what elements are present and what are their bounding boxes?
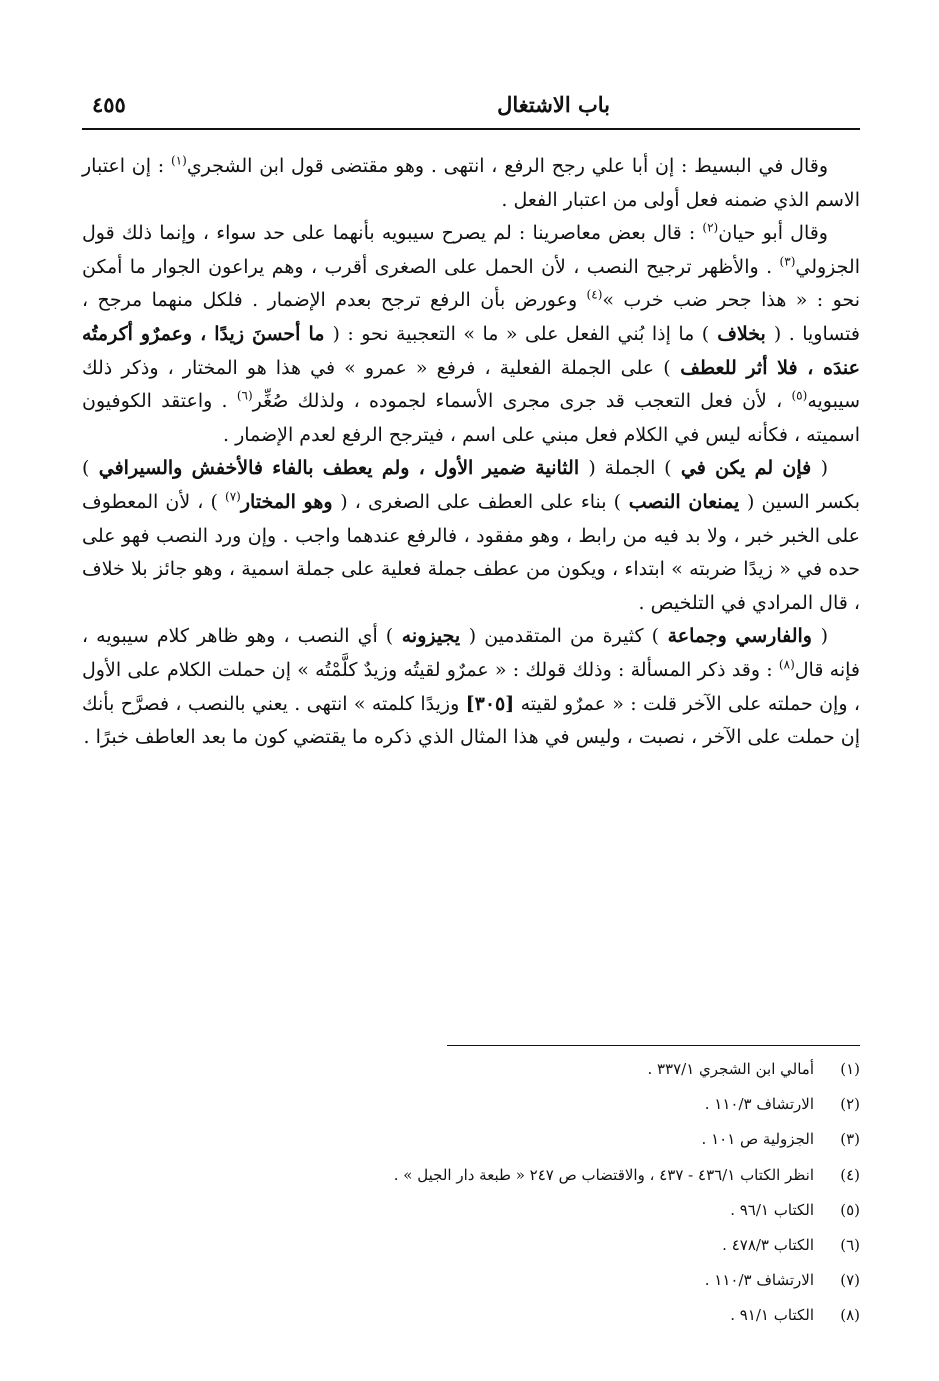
page-header	[82, 88, 860, 130]
matn-text: والفارسي وجماعة	[659, 625, 821, 648]
footnote-number: (٤)	[840, 1165, 860, 1184]
footnote-text: الكتاب ٩٦/١ .	[730, 1200, 814, 1219]
text-run: ) بكسر السين (	[82, 457, 860, 513]
matn-text: وهو المختار	[240, 490, 341, 513]
footnote-ref: (٣)	[779, 254, 796, 269]
footnote-text: الارتشاف ١١٠/٣ .	[704, 1271, 814, 1290]
text-run: وعورض بأن الرفع ترجح بعدم الإضمار . فلكل منهما مرجح ، فتساويا . (	[82, 289, 860, 345]
footnote-number: (٣)	[840, 1130, 860, 1149]
matn-text: ما أحسنَ زيدًا ، وعمرٌو أكرمتُه عندَه ، فلا أثر للعطف	[82, 322, 860, 379]
text-run: . واعتقد الكوفيون اسميته ، فكأنه ليس في الكلام فعل مبني على اسم ، فيترجح الرفع لعدم الإضمار .	[82, 390, 860, 446]
page-number: ٤٥٥	[92, 92, 126, 117]
paragraph-1	[82, 150, 860, 217]
footnote-ref: (٥)	[791, 388, 808, 403]
footnote-ref: (٧)	[225, 489, 241, 504]
text-run: : وقد ذكر المسألة : وذلك قولك : « عمرٌو لقيتُه وزيدٌ كلَّمْتُه » إن حملت الكلام على الأول ، وإن حملته على الآخر قلت : « عمرٌو لقيته	[82, 658, 860, 715]
text-run: ) بناء على العطف على الصغرى ، (	[340, 490, 622, 513]
running-title: باب الاشتغال	[497, 92, 610, 117]
footnote-ref: (٤)	[586, 288, 603, 303]
footnote-item	[160, 1122, 860, 1157]
footnote-item	[160, 1193, 860, 1228]
text-run: ) ما إذا بُني الفعل على « ما » التعجبية نحو : (	[332, 322, 710, 345]
paragraph-2	[82, 217, 860, 452]
footnote-number: (٢)	[840, 1095, 860, 1114]
footnote-ref: (٦)	[236, 388, 253, 403]
matn-text: يجيزونه	[393, 625, 469, 648]
footnote-number: (٦)	[840, 1235, 860, 1254]
text-run: : إن اعتبار الاسم الذي ضمنه فعل أولى من اعتبار الفعل .	[82, 155, 860, 211]
footnote-text: الكتاب ٩١/١ .	[730, 1306, 814, 1325]
paragraph-3	[82, 452, 860, 620]
footnote-item	[160, 1052, 860, 1087]
footnote-number: (١)	[840, 1060, 860, 1078]
matn-text: الثانية ضمير الأول ، ولم يعطف بالفاء فالأخفش والسيرافي	[89, 457, 589, 480]
footnote-text: الجزولية ص ١٠١ .	[701, 1130, 814, 1149]
text-run: ) الجملة (	[588, 457, 672, 480]
footnote-number: (٥)	[840, 1200, 860, 1219]
text-run: (	[820, 457, 829, 480]
footnote-ref: (٢)	[702, 220, 719, 235]
text-run: ، لأن فعل التعجب قد جرى مجرى الأسماء لجموده ، ولذلك صُغِّر	[252, 390, 792, 413]
footnote-item	[160, 1263, 860, 1298]
footnotes	[160, 1052, 860, 1334]
footnote-item	[160, 1087, 860, 1122]
footnote-number: (٨)	[840, 1306, 860, 1325]
footnote-text: الارتشاف ١١٠/٣ .	[704, 1095, 814, 1114]
footnote-ref: (٨)	[778, 657, 795, 672]
footnote-text: أمالي ابن الشجري ٣٣٧/١ .	[647, 1060, 814, 1078]
main-text	[82, 150, 860, 755]
text-run: وقال أبو حيان	[718, 222, 828, 245]
footnote-separator	[447, 1045, 860, 1046]
text-run: ) كثيرة من المتقدمين (	[468, 625, 659, 648]
footnote-number: (٧)	[840, 1271, 860, 1290]
matn-text: يمنعان النصب	[621, 490, 747, 513]
text-run: . والأظهر ترجيح النصب ، لأن الحمل على الصغرى أقرب ، وهم يراعون الجوار ما أمكن نحو : « هذا جحر ضب خرب »	[82, 255, 860, 312]
text-run: (	[820, 625, 828, 648]
text-run: : قال بعض معاصرينا : لم يصرح سيبويه بأنهما على حد سواء ، وإنما ذلك قول الجزولي	[82, 222, 860, 278]
text-run: ) ، لأن المعطوف على الخبر خبر ، ولا بد فيه من رابط ، وهو مفقود ، فالرفع عندهما واجب . وإن ورد النصب فهو على حده في « زيدًا ضربته » ابتداء ، ويكون من عطف جملة فعلية على جملة اسمية ، وهو جائز بلا خلاف ، قال المرادي في التلخيص .	[82, 490, 860, 614]
manuscript-page-marker: [٣٠٥]	[465, 692, 515, 715]
text-run: ) على الجملة الفعلية ، فرفع « عمرو » في هذا هو المختار ، وذكر ذلك سيبويه	[82, 356, 860, 413]
matn-text: بخلاف	[709, 322, 774, 345]
footnote-item	[160, 1228, 860, 1263]
footnote-text: الكتاب ٤٧٨/٣ .	[722, 1235, 814, 1254]
footnote-ref: (١)	[170, 153, 187, 168]
paragraph-4	[82, 620, 860, 754]
footnote-item	[160, 1298, 860, 1333]
text-run: ) أي النصب ، وهو ظاهر كلام سيبويه ، فإنه قال	[82, 625, 861, 681]
footnote-text: انظر الكتاب ٤٣٦/١ - ٤٣٧ ، والاقتضاب ص ٢٤٧ « طبعة دار الجيل » .	[393, 1165, 814, 1184]
text-run: وزيدًا كلمته » انتهى . يعني بالنصب ، فصرَّح بأنك إن حملت على الآخر ، نصبت ، وليس في هذا المثال الذي ذكره ما يقتضي كون ما بعد العاطف خبرًا .	[82, 692, 860, 749]
footnote-item	[160, 1158, 860, 1193]
text-run: وقال في البسيط : إن أبا علي رجح الرفع ، انتهى . وهو مقتضى قول ابن الشجري	[186, 155, 828, 177]
matn-text: فإن لم يكن في	[671, 457, 821, 480]
